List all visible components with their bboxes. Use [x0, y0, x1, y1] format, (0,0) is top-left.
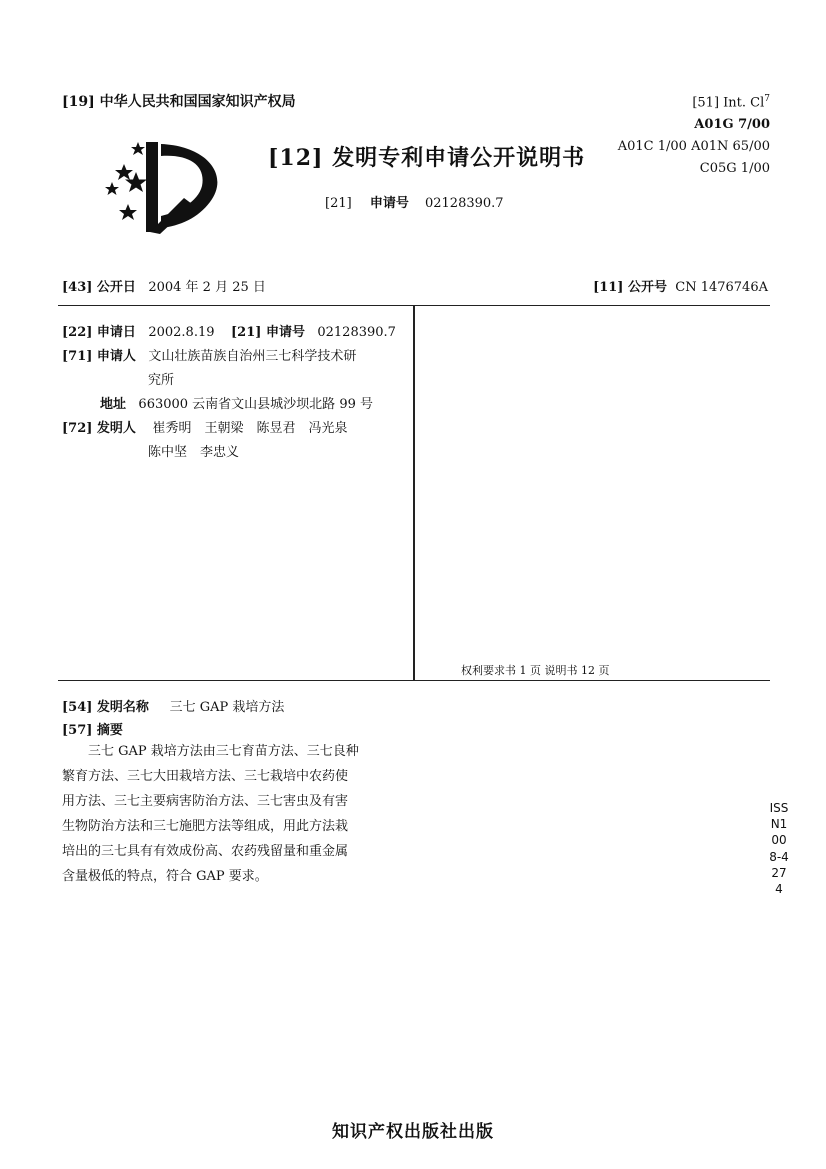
invention-title: 三七 GAP 栽培方法: [169, 700, 285, 715]
middle-rule: [58, 680, 770, 681]
publication-number-label: [11] 公开号: [593, 280, 667, 295]
abstract-line: 三七 GAP 栽培方法由三七育苗方法、三七良种: [88, 744, 359, 759]
biblio-app-number: 02128390.7: [317, 325, 396, 340]
abstract-line: 生物防治方法和三七施肥方法等组成，用此方法栽: [62, 819, 349, 834]
abstract-label: [57] 摘要: [62, 723, 123, 738]
invention-title-label: [54] 发明名称: [62, 700, 149, 715]
address-label: 地址: [100, 397, 127, 412]
address-value: 663000 云南省文山县城沙坝北路 99 号: [138, 397, 373, 412]
application-number-header: [325, 192, 504, 211]
classification-secondary-2: C05G 1/00: [699, 161, 770, 177]
star-icon: [119, 204, 137, 220]
issn-vertical: ISSN1008-4274: [769, 801, 789, 897]
publication-number-value: CN 1476746A: [675, 280, 768, 295]
star-icon: [115, 164, 133, 180]
filing-date: 2002.8.19: [148, 325, 215, 340]
filing-label: [22] 申请日: [62, 325, 136, 340]
publication-date: [62, 276, 266, 295]
invention-title-row: [62, 696, 284, 715]
abstract-line: 含量极低的特点，符合 GAP 要求。: [62, 869, 268, 884]
classification-main: A01G 7/00: [694, 117, 770, 133]
applicant-name-cont: 究所: [148, 373, 175, 388]
publisher-footer: 知识产权出版社出版: [332, 1122, 494, 1142]
publication-number: [593, 276, 768, 295]
patent-office-emblem: [98, 138, 228, 238]
abstract-line: 繁育方法、三七大田栽培方法、三七栽培中农药使: [62, 769, 349, 784]
applicant-row: [62, 345, 412, 369]
document-type: [12] 发明专利申请公开说明书: [268, 145, 586, 171]
address-row: [62, 393, 412, 417]
classification-edition: 7: [764, 94, 770, 104]
classification-block: [618, 88, 770, 180]
app-label: 申请号: [369, 196, 409, 211]
inventors: 崔秀明 王朝梁 陈昱君 冯光泉: [152, 421, 348, 436]
app-code: [21]: [325, 196, 352, 211]
applicant-label: [71] 申请人: [62, 349, 136, 364]
applicant-name: 文山壮族苗族自治州三七科学技术研: [148, 349, 357, 364]
star-icon: [131, 142, 145, 155]
filing-row: [62, 321, 412, 345]
publication-date-value: 2004 年 2 月 25 日: [148, 280, 266, 295]
star-icon: [105, 182, 119, 195]
inventors-cont: 陈中坚 李忠义: [148, 445, 240, 460]
biblio-app-label: [21] 申请号: [231, 325, 305, 340]
publication-date-label: [43] 公开日: [62, 280, 136, 295]
abstract-text: [62, 739, 412, 889]
column-divider: [413, 306, 415, 680]
bibliographic-data: [62, 321, 412, 465]
page-count-note: 权利要求书 1 页 说明书 12 页: [461, 664, 610, 677]
issuing-office: [19] 中华人民共和国国家知识产权局: [62, 94, 296, 110]
classification-label: [51] Int. Cl$^7$: [692, 94, 770, 111]
inventor-label: [72] 发明人: [62, 421, 136, 436]
abstract-line: 培出的三七具有有效成份高、农药残留量和重金属: [62, 844, 349, 859]
abstract-line: 用方法、三七主要病害防治方法、三七害虫及有害: [62, 794, 349, 809]
inventor-row: [62, 417, 412, 441]
classification-secondary-1: A01C 1/00 A01N 65/00: [617, 139, 770, 155]
app-number: 02128390.7: [424, 196, 504, 211]
